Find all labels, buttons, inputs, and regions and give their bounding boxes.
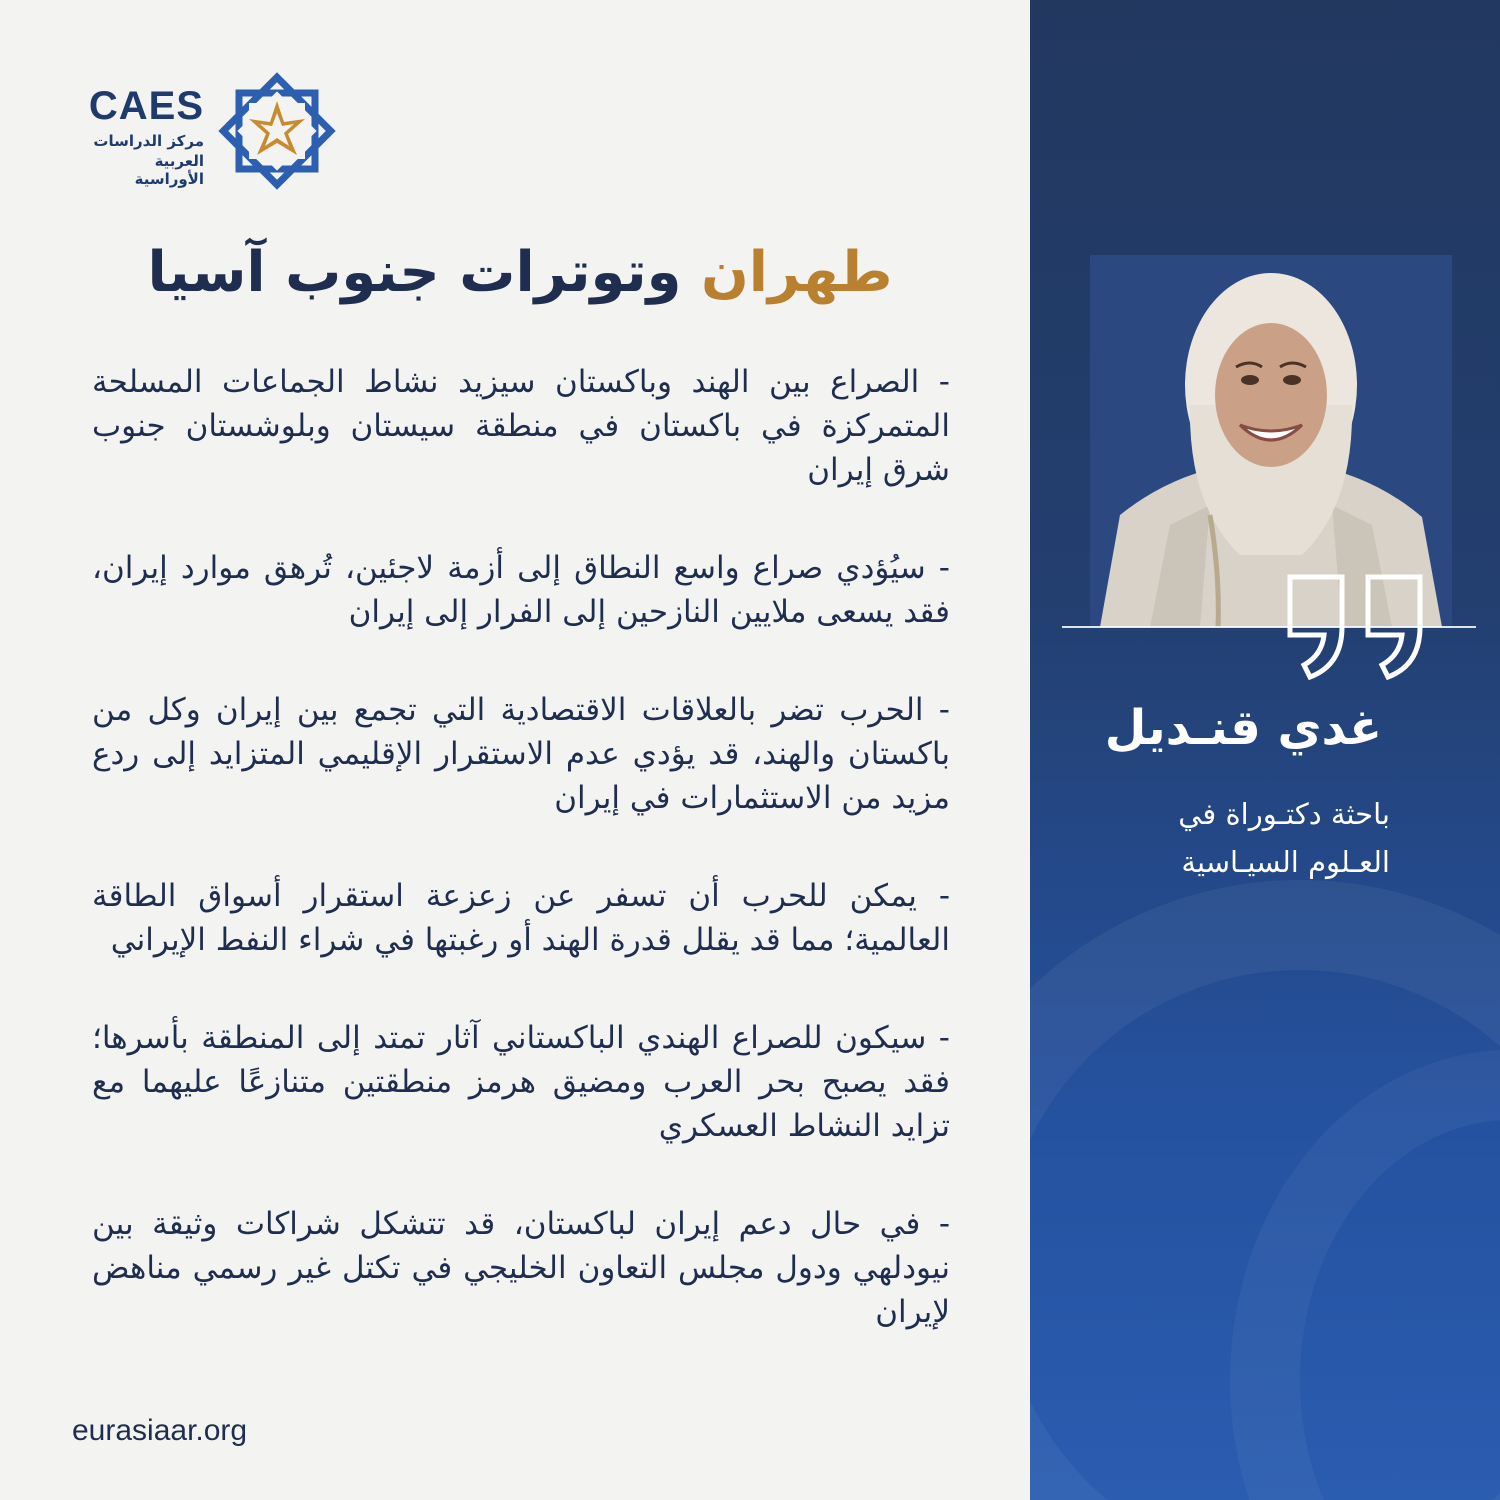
author-role-line1: باحثة دكتـوراة في [1178,797,1390,831]
key-point: - الصراع بين الهند وباكستان سيزيد نشاط الجماعات المسلحة المتمركزة في باكستان في منطقة سيستان وبلوشستان جنوب شرق إيران [92,364,950,488]
logo-name-line2: العربية الأوراسية [134,152,204,188]
closing-quote-icon [1282,565,1432,690]
key-points [92,360,950,1388]
title-rest: وتوترات جنوب آسيا [147,240,701,305]
author-role [1060,790,1390,886]
key-point: - الحرب تضر بالعلاقات الاقتصادية التي تجمع بين إيران وكل من باكستان والهند، قد يؤدي عدم الاستقرار الإقليمي المتزايد إلى ردع مزيد من الاستثمارات في إيران [92,692,950,816]
caes-logo [82,70,352,190]
logo-abbreviation: CAES [88,84,204,128]
title-accent: طهران [700,240,893,305]
logo-name-line1: مركز الدراسات [93,132,204,150]
page-title [60,240,980,305]
author-role-line2: العـلوم السيـاسية [1181,845,1390,879]
key-point: - يمكن للحرب أن تسفر عن زعزعة استقرار أسواق الطاقة العالمية؛ مما قد يقلل قدرة الهند أو رغبتها في شراء النفط الإيراني [92,878,950,958]
key-point: - في حال دعم إيران لباكستان، قد تتشكل شراكات وثيقة بين نيودلهي ودول مجلس التعاون الخليجي في تكتل غير رسمي مناهض لإيران [92,1206,950,1330]
key-point: - سيُؤدي صراع واسع النطاق إلى أزمة لاجئين، تُرهق موارد إيران، فقد يسعى ملايين النازحين إلى الفرار إلى إيران [92,550,950,630]
website-url: eurasiaar.org [72,1414,248,1447]
key-point: - سيكون للصراع الهندي الباكستاني آثار تمتد إلى المنطقة بأسرها؛ فقد يصبح بحر العرب ومضيق هرمز منطقتين متنازعًا عليهما مع تزايد النشاط العسكري [92,1020,950,1144]
eight-point-star-logo-icon [214,70,340,192]
author-name: غدي قنـديل [1104,700,1382,756]
